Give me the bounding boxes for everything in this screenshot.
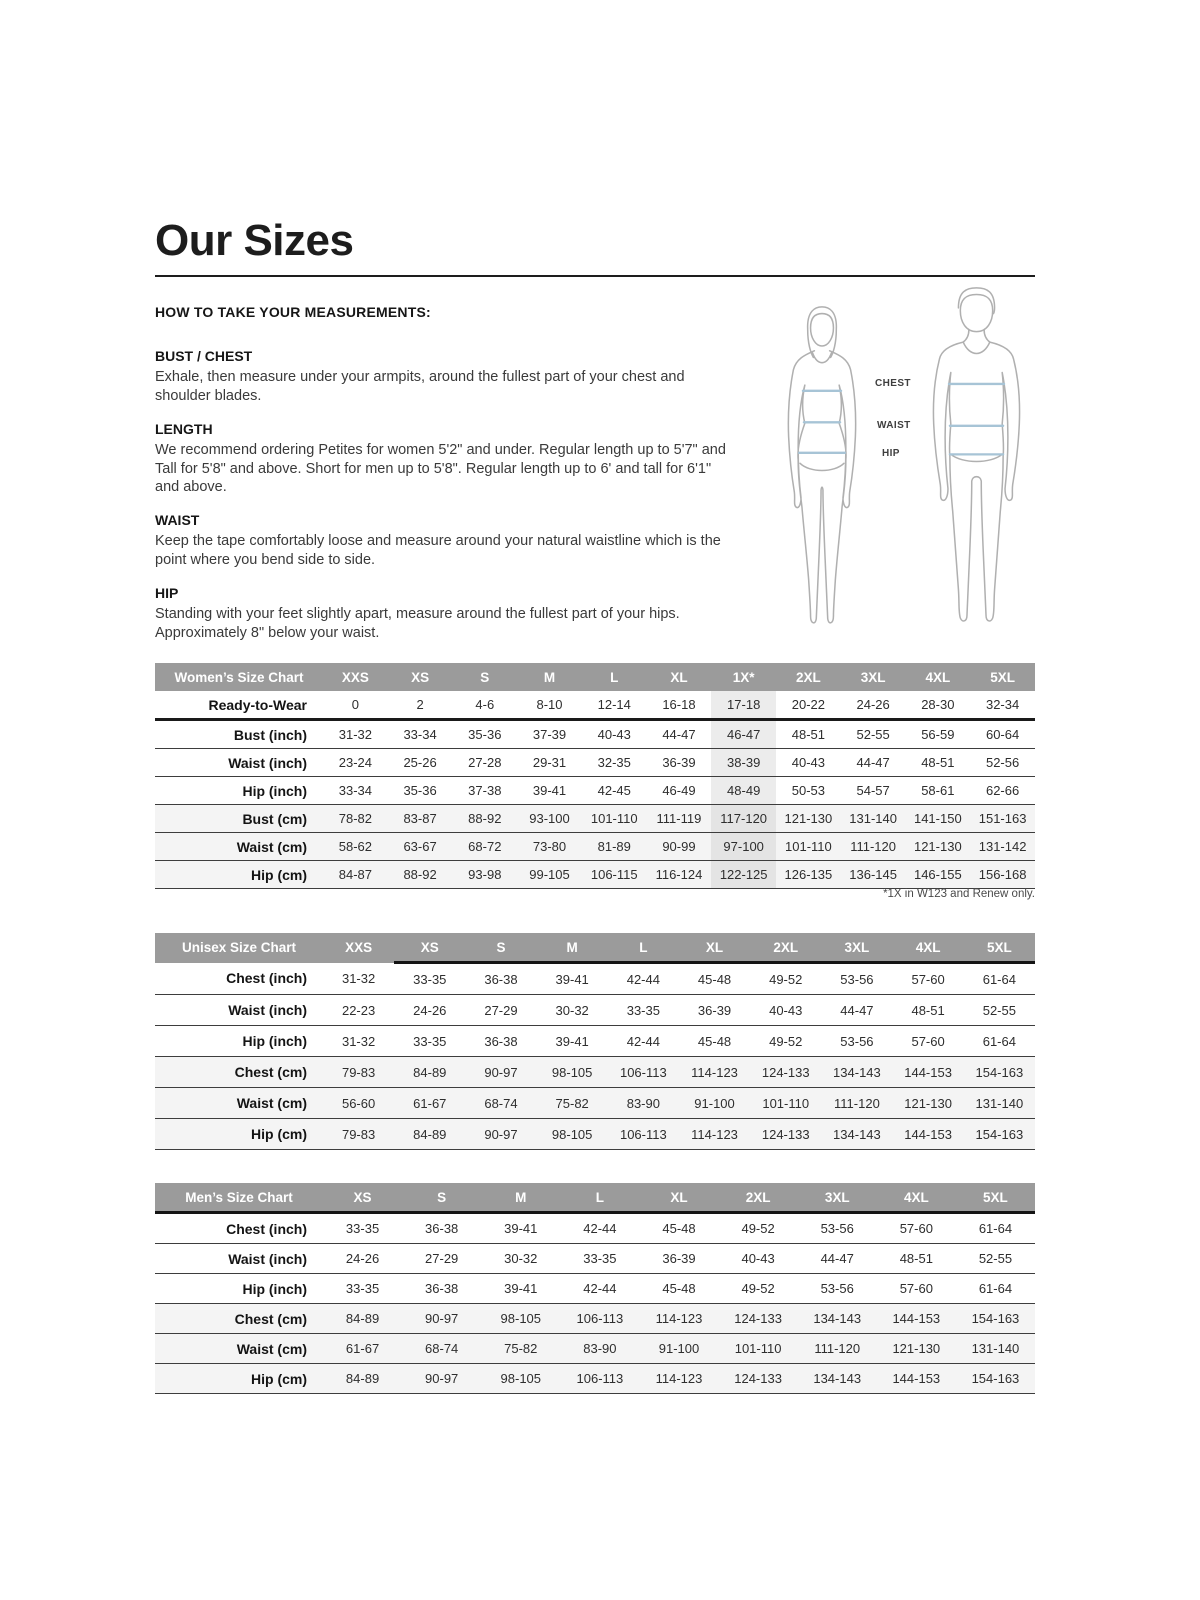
instruction-section: [155, 512, 730, 570]
size-cell: 154-163: [956, 1364, 1035, 1394]
size-cell: 45-48: [639, 1213, 718, 1244]
size-cell: 111-119: [647, 805, 712, 833]
size-cell: 40-43: [776, 749, 841, 777]
row-label: Chest (cm): [155, 1057, 323, 1088]
size-cell: 42-44: [560, 1213, 639, 1244]
size-cell: 84-89: [394, 1057, 465, 1088]
size-cell: 111-120: [821, 1088, 892, 1119]
column-header-m: M: [537, 933, 608, 963]
size-cell: 90-97: [402, 1304, 481, 1334]
column-header-2xl: 2XL: [776, 663, 841, 691]
instruction-section: [155, 348, 730, 406]
column-header-xl: XL: [679, 933, 750, 963]
table-title: Unisex Size Chart: [155, 933, 323, 963]
size-cell: 39-41: [517, 777, 582, 805]
size-cell: 52-55: [841, 720, 906, 749]
column-header-s: S: [402, 1183, 481, 1213]
size-cell: 114-123: [679, 1119, 750, 1150]
size-cell: 131-140: [964, 1088, 1035, 1119]
size-cell: 33-34: [323, 777, 388, 805]
row-label: Ready-to-Wear: [155, 691, 323, 720]
size-cell: 49-52: [750, 963, 821, 995]
size-cell: 45-48: [679, 1026, 750, 1057]
size-cell: 42-44: [608, 1026, 679, 1057]
size-cell: 116-124: [647, 861, 712, 889]
figure-illustrations: [745, 280, 1055, 645]
size-cell: 114-123: [639, 1304, 718, 1334]
size-cell: 121-130: [905, 833, 970, 861]
column-header-5xl: 5XL: [964, 933, 1035, 963]
size-cell: 33-35: [608, 995, 679, 1026]
size-cell: 53-56: [798, 1274, 877, 1304]
figure-label-hip: HIP: [882, 448, 900, 459]
male-neckline-outline: [951, 342, 1002, 461]
size-cell: 126-135: [776, 861, 841, 889]
size-cell: 99-105: [517, 861, 582, 889]
size-cell: 134-143: [821, 1119, 892, 1150]
size-cell: 20-22: [776, 691, 841, 720]
size-cell: 33-35: [394, 1026, 465, 1057]
size-cell: 48-51: [905, 749, 970, 777]
size-cell: 114-123: [639, 1364, 718, 1394]
size-cell: 111-120: [798, 1334, 877, 1364]
size-cell: 106-113: [560, 1364, 639, 1394]
size-cell: 61-67: [323, 1334, 402, 1364]
column-header-s: S: [452, 663, 517, 691]
size-cell: 61-64: [956, 1213, 1035, 1244]
size-cell: 144-153: [893, 1119, 964, 1150]
column-header-4xl: 4XL: [877, 1183, 956, 1213]
row-label: Waist (cm): [155, 1334, 323, 1364]
size-cell: 38-39: [711, 749, 776, 777]
size-cell: 136-145: [841, 861, 906, 889]
size-cell: 88-92: [388, 861, 453, 889]
size-cell: 46-49: [647, 777, 712, 805]
size-cell: 48-51: [877, 1244, 956, 1274]
size-cell: 57-60: [877, 1274, 956, 1304]
size-cell: 31-32: [323, 963, 394, 995]
size-cell: 106-115: [582, 861, 647, 889]
size-cell: 29-31: [517, 749, 582, 777]
row-label: Hip (cm): [155, 1119, 323, 1150]
column-header-4xl: 4XL: [905, 663, 970, 691]
column-header-5xl: 5XL: [956, 1183, 1035, 1213]
size-cell: 154-163: [964, 1119, 1035, 1150]
size-cell: 44-47: [821, 995, 892, 1026]
size-cell: 75-82: [481, 1334, 560, 1364]
size-cell: 84-89: [394, 1119, 465, 1150]
size-cell: 24-26: [323, 1244, 402, 1274]
title-divider: [155, 275, 1035, 277]
size-cell: 53-56: [821, 1026, 892, 1057]
size-cell: 83-90: [608, 1088, 679, 1119]
size-cell: 156-168: [970, 861, 1035, 889]
size-cell: 48-51: [893, 995, 964, 1026]
size-cell: 37-39: [517, 720, 582, 749]
row-label: Waist (inch): [155, 1244, 323, 1274]
size-cell: 31-32: [323, 1026, 394, 1057]
size-cell: 33-34: [388, 720, 453, 749]
size-cell: 52-55: [964, 995, 1035, 1026]
size-cell: 39-41: [537, 963, 608, 995]
size-cell: 134-143: [798, 1304, 877, 1334]
size-cell: 36-38: [402, 1213, 481, 1244]
size-cell: 36-39: [679, 995, 750, 1026]
measurement-instructions: [155, 304, 730, 658]
male-face-outline: [960, 295, 992, 332]
size-cell: 48-49: [711, 777, 776, 805]
size-cell: 91-100: [679, 1088, 750, 1119]
mens-size-table: [155, 1183, 1035, 1394]
size-cell: 134-143: [798, 1364, 877, 1394]
size-cell: 49-52: [750, 1026, 821, 1057]
size-cell: 62-66: [970, 777, 1035, 805]
size-cell: 101-110: [719, 1334, 798, 1364]
size-cell: 33-35: [560, 1244, 639, 1274]
size-cell: 61-64: [964, 1026, 1035, 1057]
instructions-heading: HOW TO TAKE YOUR MEASUREMENTS:: [155, 304, 431, 320]
column-header-xs: XS: [388, 663, 453, 691]
section-title: HIP: [155, 584, 179, 601]
size-cell: 101-110: [750, 1088, 821, 1119]
size-cell: 61-64: [956, 1274, 1035, 1304]
table-title: Men’s Size Chart: [155, 1183, 323, 1213]
size-cell: 124-133: [750, 1119, 821, 1150]
column-header-xs: XS: [323, 1183, 402, 1213]
female-face-outline: [811, 314, 834, 346]
column-header-xxs: XXS: [323, 933, 394, 963]
size-cell: 98-105: [537, 1057, 608, 1088]
section-title: LENGTH: [155, 420, 213, 437]
size-cell: 28-30: [905, 691, 970, 720]
column-header-3xl: 3XL: [841, 663, 906, 691]
size-cell: 16-18: [647, 691, 712, 720]
size-cell: 40-43: [750, 995, 821, 1026]
size-cell: 124-133: [719, 1304, 798, 1334]
size-cell: 111-120: [841, 833, 906, 861]
row-label: Chest (cm): [155, 1304, 323, 1334]
size-cell: 93-98: [452, 861, 517, 889]
size-cell: 122-125: [711, 861, 776, 889]
size-cell: 33-35: [394, 963, 465, 995]
size-cell: 81-89: [582, 833, 647, 861]
size-cell: 8-10: [517, 691, 582, 720]
instruction-section: [155, 585, 730, 643]
size-cell: 131-142: [970, 833, 1035, 861]
size-cell: 84-89: [323, 1364, 402, 1394]
size-cell: 36-38: [465, 963, 536, 995]
row-label: Bust (inch): [155, 720, 323, 749]
row-label: Waist (cm): [155, 1088, 323, 1119]
size-cell: 0: [323, 691, 388, 720]
column-header-l: L: [560, 1183, 639, 1213]
column-header-3xl: 3XL: [798, 1183, 877, 1213]
size-cell: 39-41: [481, 1213, 560, 1244]
size-cell: 144-153: [893, 1057, 964, 1088]
section-body: Exhale, then measure under your armpits, around the fullest part of your chest and shoulder blades.: [155, 369, 685, 404]
row-label: Hip (inch): [155, 1026, 323, 1057]
column-header-2xl: 2XL: [750, 933, 821, 963]
size-cell: 84-89: [323, 1304, 402, 1334]
size-cell: 79-83: [323, 1057, 394, 1088]
size-cell: 61-64: [964, 963, 1035, 995]
size-cell: 22-23: [323, 995, 394, 1026]
size-cell: 91-100: [639, 1334, 718, 1364]
size-cell: 117-120: [711, 805, 776, 833]
section-title: BUST / CHEST: [155, 348, 253, 364]
female-figure-illustration: [760, 303, 884, 637]
size-cell: 83-90: [560, 1334, 639, 1364]
size-cell: 121-130: [776, 805, 841, 833]
size-cell: 98-105: [481, 1304, 560, 1334]
male-hair-outline: [958, 288, 994, 314]
column-header-xl: XL: [647, 663, 712, 691]
size-cell: 58-62: [323, 833, 388, 861]
size-cell: 23-24: [323, 749, 388, 777]
male-figure-illustration: [905, 285, 1048, 637]
size-cell: 75-82: [537, 1088, 608, 1119]
size-cell: 57-60: [893, 1026, 964, 1057]
size-cell: 121-130: [893, 1088, 964, 1119]
size-cell: 44-47: [841, 749, 906, 777]
column-header-3xl: 3XL: [821, 933, 892, 963]
size-cell: 53-56: [798, 1213, 877, 1244]
size-cell: 36-38: [465, 1026, 536, 1057]
size-cell: 141-150: [905, 805, 970, 833]
column-header-1x: 1X*: [711, 663, 776, 691]
size-cell: 2: [388, 691, 453, 720]
size-cell: 4-6: [452, 691, 517, 720]
row-label: Hip (inch): [155, 1274, 323, 1304]
size-cell: 78-82: [323, 805, 388, 833]
row-label: Hip (inch): [155, 777, 323, 805]
row-label: Bust (cm): [155, 805, 323, 833]
size-cell: 35-36: [452, 720, 517, 749]
size-cell: 154-163: [956, 1304, 1035, 1334]
column-header-4xl: 4XL: [893, 933, 964, 963]
size-cell: 58-61: [905, 777, 970, 805]
size-cell: 54-57: [841, 777, 906, 805]
size-cell: 151-163: [970, 805, 1035, 833]
size-cell: 45-48: [639, 1274, 718, 1304]
section-title: WAIST: [155, 512, 200, 529]
size-cell: 154-163: [964, 1057, 1035, 1088]
column-header-l: L: [608, 933, 679, 963]
figure-label-chest: CHEST: [875, 378, 911, 389]
row-label: Waist (inch): [155, 995, 323, 1026]
size-cell: 98-105: [481, 1364, 560, 1394]
size-cell: 45-48: [679, 963, 750, 995]
size-cell: 61-67: [394, 1088, 465, 1119]
page-title: Our Sizes: [155, 216, 354, 265]
size-cell: 60-64: [970, 720, 1035, 749]
size-cell: 40-43: [582, 720, 647, 749]
size-cell: 144-153: [877, 1304, 956, 1334]
size-cell: 24-26: [841, 691, 906, 720]
womens-size-table: [155, 663, 1035, 889]
size-cell: 30-32: [537, 995, 608, 1026]
size-cell: 31-32: [323, 720, 388, 749]
row-label: Waist (cm): [155, 833, 323, 861]
instruction-section: [155, 421, 730, 498]
size-cell: 124-133: [750, 1057, 821, 1088]
size-cell: 37-38: [452, 777, 517, 805]
section-body: Keep the tape comfortably loose and measure around your natural waistline which is the point where you bend side to side.: [155, 533, 721, 569]
size-cell: 40-43: [719, 1244, 798, 1274]
size-cell: 24-26: [394, 995, 465, 1026]
size-cell: 131-140: [956, 1334, 1035, 1364]
size-cell: 53-56: [821, 963, 892, 995]
size-cell: 46-47: [711, 720, 776, 749]
size-cell: 44-47: [798, 1244, 877, 1274]
size-cell: 83-87: [388, 805, 453, 833]
row-label: Chest (inch): [155, 963, 323, 995]
size-cell: 42-44: [560, 1274, 639, 1304]
row-label: Waist (inch): [155, 749, 323, 777]
size-cell: 32-34: [970, 691, 1035, 720]
size-cell: 106-113: [608, 1057, 679, 1088]
size-cell: 33-35: [323, 1213, 402, 1244]
size-cell: 68-72: [452, 833, 517, 861]
size-cell: 93-100: [517, 805, 582, 833]
size-cell: 121-130: [877, 1334, 956, 1364]
size-cell: 32-35: [582, 749, 647, 777]
size-cell: 39-41: [537, 1026, 608, 1057]
size-cell: 56-59: [905, 720, 970, 749]
size-cell: 68-74: [402, 1334, 481, 1364]
womens-table-footnote: *1X in W123 and Renew only.: [883, 888, 1035, 900]
size-cell: 90-99: [647, 833, 712, 861]
size-cell: 57-60: [893, 963, 964, 995]
size-cell: 27-29: [465, 995, 536, 1026]
size-cell: 73-80: [517, 833, 582, 861]
unisex-size-table: [155, 933, 1035, 1150]
size-cell: 98-105: [537, 1119, 608, 1150]
size-cell: 114-123: [679, 1057, 750, 1088]
size-cell: 36-38: [402, 1274, 481, 1304]
size-cell: 144-153: [877, 1364, 956, 1394]
size-cell: 134-143: [821, 1057, 892, 1088]
column-header-xs: XS: [394, 933, 465, 963]
size-cell: 90-97: [402, 1364, 481, 1394]
size-cell: 106-113: [608, 1119, 679, 1150]
size-cell: 52-56: [970, 749, 1035, 777]
column-header-m: M: [481, 1183, 560, 1213]
size-cell: 27-28: [452, 749, 517, 777]
size-cell: 79-83: [323, 1119, 394, 1150]
size-cell: 48-51: [776, 720, 841, 749]
size-cell: 56-60: [323, 1088, 394, 1119]
size-cell: 35-36: [388, 777, 453, 805]
size-cell: 25-26: [388, 749, 453, 777]
instruction-sections: [155, 348, 730, 643]
table-title: Women’s Size Chart: [155, 663, 323, 691]
size-cell: 36-39: [639, 1244, 718, 1274]
size-cell: 49-52: [719, 1213, 798, 1244]
column-header-5xl: 5XL: [970, 663, 1035, 691]
size-cell: 42-45: [582, 777, 647, 805]
female-hair-outline: [808, 307, 837, 358]
size-cell: 57-60: [877, 1213, 956, 1244]
size-cell: 101-110: [776, 833, 841, 861]
size-cell: 44-47: [647, 720, 712, 749]
size-cell: 36-39: [647, 749, 712, 777]
size-cell: 17-18: [711, 691, 776, 720]
size-cell: 101-110: [582, 805, 647, 833]
size-cell: 131-140: [841, 805, 906, 833]
size-cell: 84-87: [323, 861, 388, 889]
figure-label-waist: WAIST: [877, 420, 911, 431]
size-cell: 33-35: [323, 1274, 402, 1304]
size-cell: 68-74: [465, 1088, 536, 1119]
size-cell: 27-29: [402, 1244, 481, 1274]
section-body: Standing with your feet slightly apart, measure around the fullest part of your hips. Approximately 8" below your waist.: [155, 605, 680, 641]
column-header-2xl: 2XL: [719, 1183, 798, 1213]
column-header-l: L: [582, 663, 647, 691]
row-label: Hip (cm): [155, 1364, 323, 1394]
size-cell: 30-32: [481, 1244, 560, 1274]
size-cell: 106-113: [560, 1304, 639, 1334]
size-cell: 42-44: [608, 963, 679, 995]
section-body: We recommend ordering Petites for women 5'2" and under. Regular length up to 5'7" and Tall for 5'8" and above. Short for men up to 5'8". Regular length up to 6' and tall for 6'1" and above.: [155, 441, 726, 496]
row-label: Chest (inch): [155, 1213, 323, 1244]
size-cell: 49-52: [719, 1274, 798, 1304]
size-cell: 90-97: [465, 1119, 536, 1150]
size-cell: 124-133: [719, 1364, 798, 1394]
size-cell: 52-55: [956, 1244, 1035, 1274]
size-cell: 50-53: [776, 777, 841, 805]
size-cell: 12-14: [582, 691, 647, 720]
column-header-m: M: [517, 663, 582, 691]
row-label: Hip (cm): [155, 861, 323, 889]
size-cell: 90-97: [465, 1057, 536, 1088]
column-header-xl: XL: [639, 1183, 718, 1213]
size-cell: 63-67: [388, 833, 453, 861]
size-cell: 146-155: [905, 861, 970, 889]
size-cell: 97-100: [711, 833, 776, 861]
column-header-xxs: XXS: [323, 663, 388, 691]
column-header-s: S: [465, 933, 536, 963]
size-cell: 39-41: [481, 1274, 560, 1304]
size-cell: 88-92: [452, 805, 517, 833]
